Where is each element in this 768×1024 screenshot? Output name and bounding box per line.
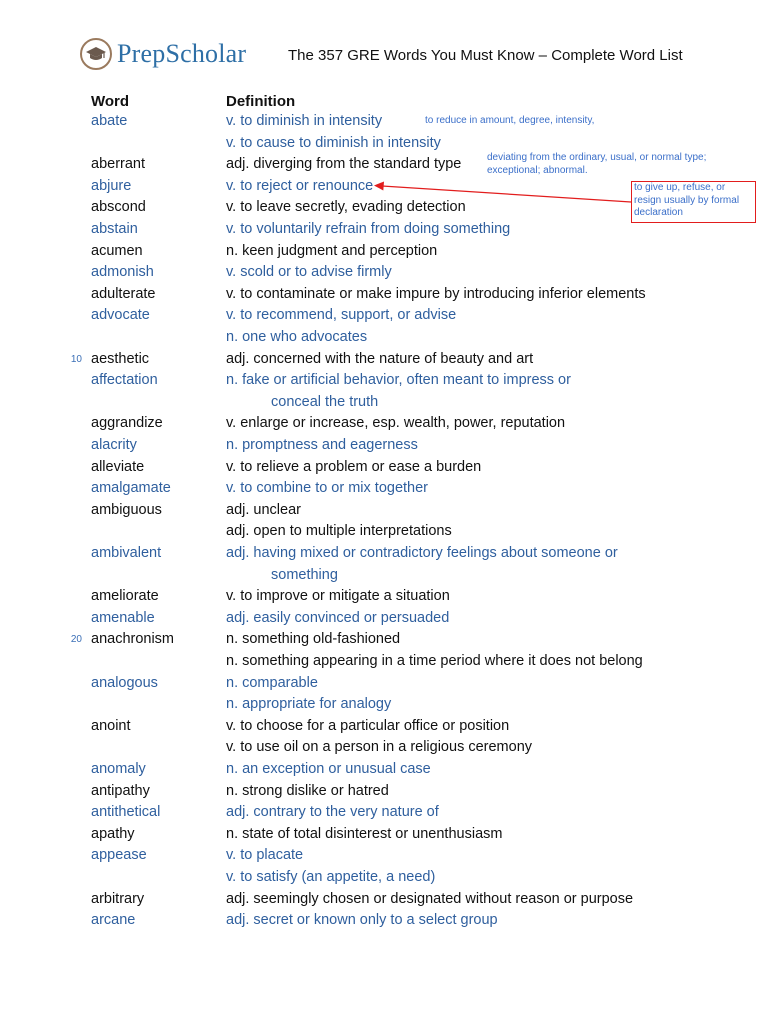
word-term: arbitrary bbox=[91, 890, 145, 907]
word-definition: v. to reject or renounce bbox=[226, 177, 374, 194]
annotation-aberrant-line-1: deviating from the ordinary, usual, or normal type; bbox=[487, 152, 707, 163]
word-term: anachronism bbox=[91, 631, 175, 648]
word-definition: v. scold or to advise firmly bbox=[226, 264, 392, 281]
word-term: analogous bbox=[91, 674, 158, 691]
document-title: The 357 GRE Words You Must Know – Complete Word List bbox=[288, 47, 683, 64]
word-definition: v. to placate bbox=[226, 847, 304, 864]
word-definition: n. strong dislike or hatred bbox=[226, 782, 389, 799]
word-definition: adj. secret or known only to a select group bbox=[226, 912, 498, 929]
word-term: antithetical bbox=[91, 804, 161, 821]
word-definition: n. state of total disinterest or unenthusiasm bbox=[226, 825, 503, 842]
word-term: alacrity bbox=[91, 437, 137, 453]
word-definition: v. to voluntarily refrain from doing something bbox=[226, 221, 511, 237]
word-definition: v. to relieve a problem or ease a burden bbox=[226, 458, 482, 475]
word-term: abjure bbox=[91, 177, 132, 194]
word-term: advocate bbox=[91, 307, 150, 324]
word-term: abstain bbox=[91, 221, 138, 237]
word-term: abscond bbox=[91, 199, 146, 216]
word-definition: v. enlarge or increase, esp. wealth, power, reputation bbox=[226, 415, 566, 432]
callout-line-2: resign usually by formal bbox=[634, 194, 740, 206]
word-term: adulterate bbox=[91, 285, 156, 302]
word-definition: adj. unclear bbox=[226, 501, 301, 518]
word-term: ameliorate bbox=[91, 588, 159, 605]
word-definition: adj. seemingly chosen or designated without reason or purpose bbox=[226, 890, 634, 907]
column-header-definition: Definition bbox=[226, 93, 296, 110]
word-term: antipathy bbox=[91, 782, 150, 799]
word-definition: v. to recommend, support, or advise bbox=[226, 307, 457, 324]
column-header-word: Word bbox=[91, 93, 130, 110]
word-definition: n. keen judgment and perception bbox=[226, 242, 438, 259]
word-definition: v. to choose for a particular office or position bbox=[226, 717, 510, 734]
word-term: arcane bbox=[91, 912, 136, 929]
word-definition: n. one who advocates bbox=[226, 329, 368, 345]
word-definition: n. something appearing in a time period where it does not belong bbox=[226, 653, 643, 669]
logo-text: PrepScholar bbox=[117, 39, 247, 68]
word-term: abate bbox=[91, 113, 128, 129]
word-term: aberrant bbox=[91, 156, 146, 173]
word-definition: adj. easily convinced or persuaded bbox=[226, 609, 450, 626]
word-term: appease bbox=[91, 847, 147, 864]
word-definition: adj. diverging from the standard type bbox=[226, 156, 462, 173]
word-term: anomaly bbox=[91, 761, 146, 777]
word-definition: v. to combine to or mix together bbox=[226, 480, 429, 497]
word-term: admonish bbox=[91, 264, 154, 281]
word-definition: v. to diminish in intensity bbox=[226, 113, 383, 129]
word-definition: v. to cause to diminish in intensity bbox=[226, 134, 441, 151]
word-term: alleviate bbox=[91, 458, 145, 475]
annotation-aberrant-line-2: exceptional; abnormal. bbox=[487, 165, 588, 176]
word-term: amenable bbox=[91, 609, 155, 626]
word-definition: n. something old-fashioned bbox=[226, 631, 401, 648]
word-term: anoint bbox=[91, 717, 131, 734]
row-number: 10 bbox=[70, 353, 82, 365]
word-definition: n. an exception or unusual case bbox=[226, 761, 431, 777]
word-definition: something bbox=[271, 566, 338, 583]
word-definition: adj. concerned with the nature of beauty and art bbox=[226, 350, 534, 367]
word-definition: v. to leave secretly, evading detection bbox=[226, 199, 466, 216]
word-term: aggrandize bbox=[91, 415, 163, 432]
word-term: amalgamate bbox=[91, 480, 171, 497]
annotation-abate: to reduce in amount, degree, intensity, bbox=[425, 115, 595, 126]
word-definition: conceal the truth bbox=[271, 393, 379, 410]
word-term: ambivalent bbox=[91, 545, 162, 561]
word-term: aesthetic bbox=[91, 350, 150, 367]
word-definition: v. to use oil on a person in a religious ceremony bbox=[226, 739, 533, 756]
row-number: 20 bbox=[70, 634, 82, 646]
word-definition: adj. open to multiple interpretations bbox=[226, 523, 452, 540]
word-definition: n. promptness and eagerness bbox=[226, 437, 418, 453]
word-definition: n. comparable bbox=[226, 674, 318, 691]
word-definition: n. fake or artificial behavior, often meant to impress or bbox=[226, 372, 571, 389]
word-term: ambiguous bbox=[91, 501, 162, 518]
word-term: apathy bbox=[91, 825, 135, 842]
word-definition: adj. having mixed or contradictory feelings about someone or bbox=[226, 545, 618, 561]
word-term: affectation bbox=[91, 372, 158, 389]
word-definition: adj. contrary to the very nature of bbox=[226, 804, 439, 821]
word-definition: v. to satisfy (an appetite, a need) bbox=[226, 869, 436, 885]
callout-line-3: declaration bbox=[634, 207, 683, 218]
word-definition: n. appropriate for analogy bbox=[226, 696, 392, 713]
word-definition: v. to improve or mitigate a situation bbox=[226, 588, 450, 605]
word-term: acumen bbox=[91, 242, 143, 259]
word-definition: v. to contaminate or make impure by introducing inferior elements bbox=[226, 285, 646, 302]
callout-line-1: to give up, refuse, or bbox=[634, 182, 726, 193]
